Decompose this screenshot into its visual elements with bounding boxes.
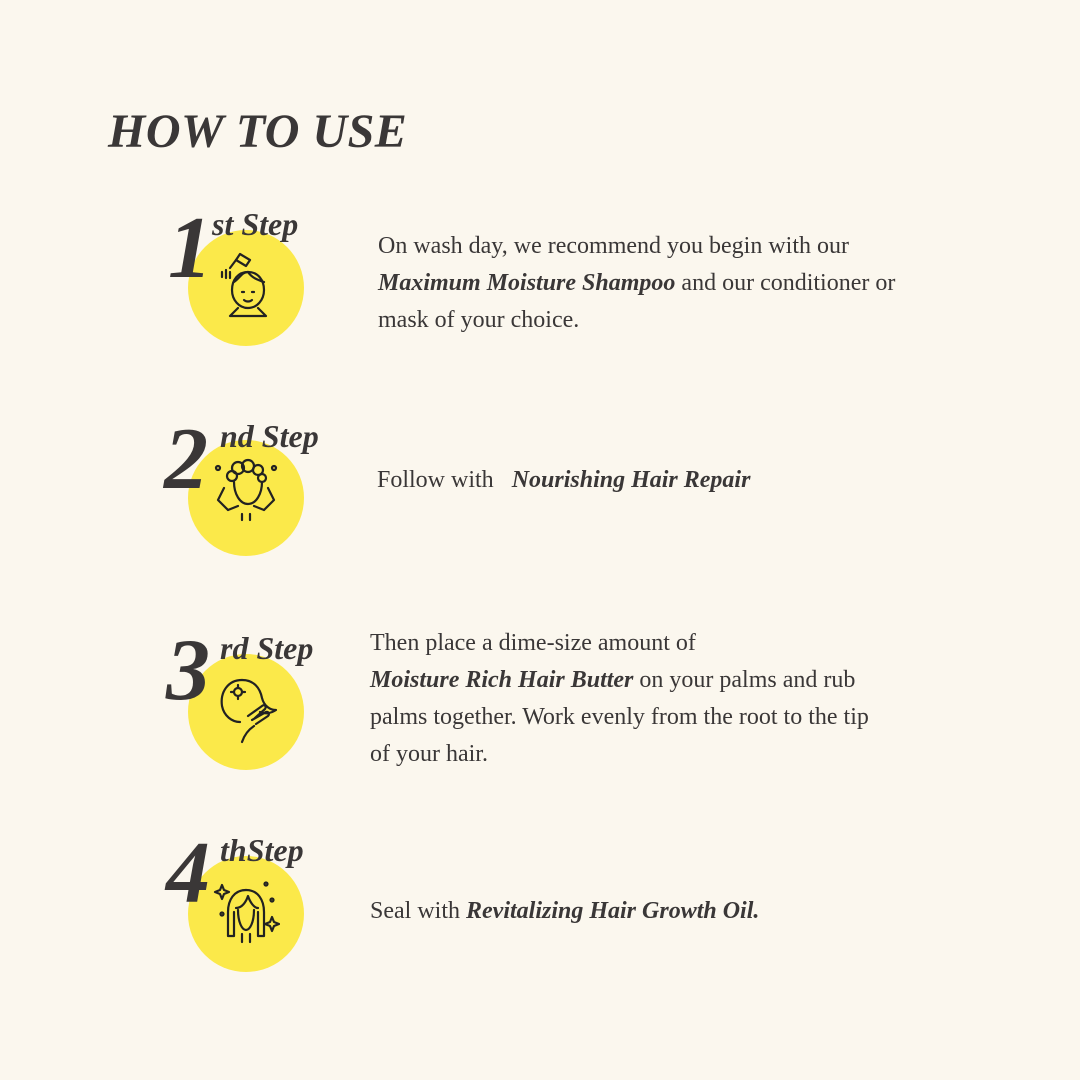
sparkle-hair-icon xyxy=(212,874,280,952)
step-description: Then place a dime-size amount of Moisture Rich Hair Butter on your palms and rub palms together. Work evenly from the root to the tip of your hair. xyxy=(370,630,869,767)
product-name: Moisture Rich Hair Butter xyxy=(370,667,634,693)
step-description: Seal with Revitalizing Hair Growth Oil. xyxy=(370,898,760,924)
hair-butter-hand-icon xyxy=(212,672,280,750)
product-name: Revitalizing Hair Growth Oil. xyxy=(466,898,760,924)
step-label: thStep xyxy=(220,832,304,868)
step-description: On wash day, we recommend you begin with our Maximum Moisture Shampoo and our conditioner or mask of your choice. xyxy=(378,233,896,333)
step-label: nd Step xyxy=(220,418,319,454)
step-number: 4 xyxy=(166,825,210,922)
page-title: HOW TO USE xyxy=(108,105,408,158)
shower-head-icon xyxy=(212,248,280,326)
step-description: Follow with Nourishing Hair Repair xyxy=(377,467,751,493)
step-number: 1 xyxy=(168,200,212,297)
lather-foam-icon xyxy=(212,458,280,536)
step-number: 2 xyxy=(164,411,208,508)
product-name: Maximum Moisture Shampoo xyxy=(378,270,676,296)
step-label: st Step xyxy=(212,206,299,242)
step-label: rd Step xyxy=(220,630,314,666)
product-name: Nourishing Hair Repair xyxy=(511,467,751,493)
step-number: 3 xyxy=(166,622,210,719)
